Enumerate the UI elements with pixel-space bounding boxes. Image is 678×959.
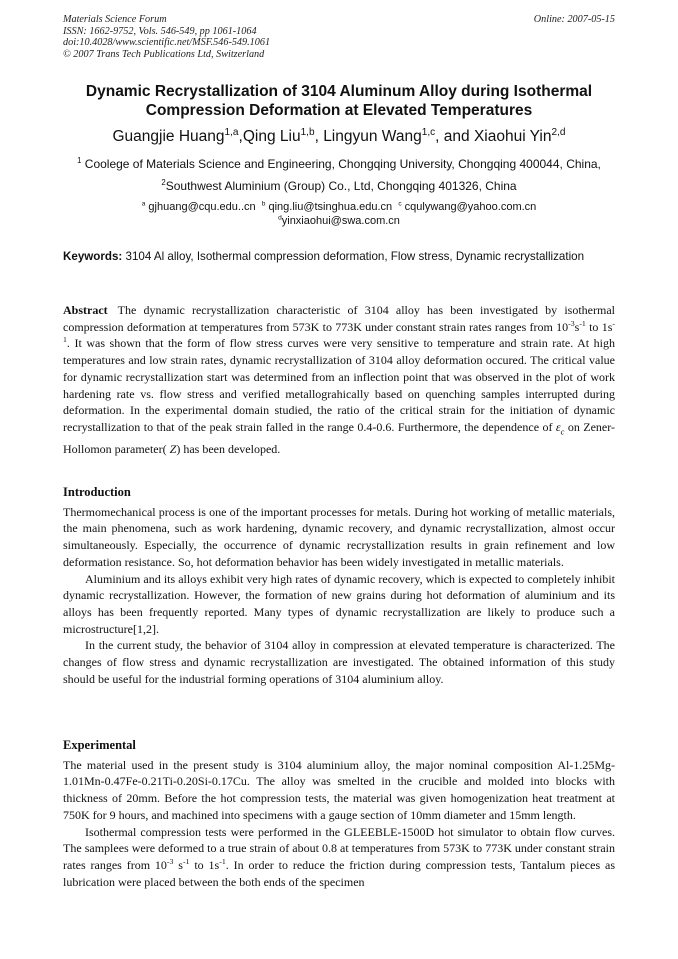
introduction-section (63, 484, 615, 687)
email-key: d (278, 214, 282, 222)
section-heading: Introduction (63, 485, 131, 499)
abstract-text: ) has been developed. (176, 442, 281, 457)
abstract-text: . It was shown that the form of flow stress curves were very sensitive to temperature and strain rate. At high temperatures and low strain rates, dynamic recrystallization of 3104 alloy deformation occured. The critical value for dynamic recrystallization start was determined from an inflection point that was observed in the plot of work hardening rate vs. flow stress and verified metallograhically based on quenching samples interrupted during deformation. In the experimental domain studied, the ratio of the critical strain for the initiation of dynamic recrystallization to that of the peak strain falled in the range 0.4-0.6. Furthermore, the dependence of (63, 336, 615, 434)
author-emails (63, 200, 615, 228)
keywords (63, 250, 615, 265)
email-d[interactable]: yinxiaohui@swa.com.cn (281, 215, 400, 227)
paper-title: Dynamic Recrystallization of 3104 Aluminum Alloy during Isothermal Compression Deformation at Elevated Temperatures (85, 83, 593, 119)
paragraph: Aluminium and its alloys exhibit very high rates of dynamic recovery, which is expected to completely inhibit dynamic recrystallization. However, the formation of new grains during hot deformation of aluminium and its alloys has been frequently reported. Many types of dynamic recrystallization are likely to produce such a microstructure[1,2]. (63, 571, 615, 636)
section-heading: Experimental (63, 738, 136, 752)
abstract-text: to 1s (585, 319, 613, 334)
abstract (63, 302, 615, 458)
exponent: -1 (63, 318, 615, 345)
affil-number: 2 (161, 178, 166, 187)
paragraph-text: Isothermal compression tests were performed in the GLEEBLE-1500D hot simulator to obtain flow curves. The samplees were deformed to a true strain of about 0.8 at temperatures from 573K to 773K under constant strain rates ranges from 10 (63, 824, 615, 872)
abstract-text: The dynamic recrystallization characteristic of 3104 alloy has been investigated by isothermal compression deformation at temperatures from 573K to 773K under constant strain rates ranges from 10 (63, 303, 615, 334)
paragraph-text: . In order to reduce the friction during compression tests, Tantalum pieces as lubrication were placed between the both ends of the specimen (63, 857, 615, 889)
author-list (63, 128, 615, 146)
author-affil-mark: 2,d (551, 126, 566, 138)
author-affil-mark: 1,b (300, 126, 315, 138)
keywords-text: 3104 Al alloy, Isothermal compression deformation, Flow stress, Dynamic recrystallization (122, 250, 585, 263)
author-name: Qing Liu (242, 128, 301, 145)
abstract-label: Abstract (63, 303, 108, 317)
paragraph: The material used in the present study is 3104 aluminium alloy, the major nominal composition Al-1.25Mg-1.01Mn-0.47Fe-0.21Ti-0.20Si-0.17Cu. The alloy was smelted in the crucible and molded into blocks with thickness of 20mm. Before the hot compression tests, the material was given homogenization heat treatment at 750K for 9 hours, and machined into specimens with a gauge section of 10mm diameter and 15mm length. (63, 757, 615, 822)
paragraph (63, 824, 615, 891)
email-key: a (141, 200, 146, 208)
exponent: -1 (219, 856, 226, 866)
affil-text: Southwest Aluminium (Group) Co., Ltd, Chongqing 401326, China (165, 179, 517, 193)
affil-text: Coolege of Materials Science and Engineering, Chongqing University, Chongqing 400044, China, (81, 157, 601, 171)
author-affil-mark: 1,a (224, 126, 239, 138)
email-b[interactable]: qing.liu@tsinghua.edu.cn (265, 201, 393, 213)
paragraph: Thermomechanical process is one of the important processes for metals. During hot working of metallic materials, the main phenomena, such as work hardening, dynamic recovery, and dynamic recrystallization, almost occur simultaneously. Especially, the occurrence of dynamic recrystallization results in grain refinement and low deformation resistance. So, hot deformation behavior has been widely investigated in metallic materials. (63, 504, 615, 569)
epsilon-subscript: c (560, 427, 565, 437)
affil-number: 1 (77, 156, 82, 165)
issn-line: ISSN: 1662-9752, Vols. 546-549, pp 1061-1064 (63, 25, 257, 37)
doi-line: doi:10.4028/www.scientific.net/MSF.546-549.1061 (63, 37, 271, 49)
paragraph-text: to 1s (189, 857, 220, 872)
z-symbol: Z (169, 442, 177, 457)
copyright-line: © 2007 Trans Tech Publications Ltd, Switzerland (63, 48, 265, 60)
affiliation-2 (63, 179, 615, 193)
email-key: b (261, 200, 266, 208)
journal-header (63, 14, 270, 60)
abstract-text: s (574, 319, 580, 334)
author-name: Guangjie Huang (112, 128, 225, 145)
author-name: Lingyun Wang (323, 128, 422, 145)
email-key: c (398, 200, 402, 208)
email-a[interactable]: gjhuang@cqu.edu..cn (145, 201, 256, 213)
author-name: Xiaohui Yin (473, 128, 552, 145)
journal-name: Materials Science Forum (63, 14, 167, 25)
author-separator: , (314, 128, 324, 145)
exponent: -1 (182, 856, 190, 866)
experimental-section (63, 737, 615, 890)
author-separator: , (238, 128, 243, 145)
paragraph-text: s (173, 857, 183, 872)
exponent: -3 (166, 856, 174, 866)
exponent: -3 (568, 318, 575, 328)
author-affil-mark: 1,c (421, 126, 436, 138)
exponent: -1 (579, 318, 586, 328)
paragraph: In the current study, the behavior of 3104 alloy in compression at elevated temperature is characterized. The changes of flow stress and dynamic recrystallization are investigated. The obtained information of this study should be useful for the industrial forming operations of 3104 aluminium alloy. (63, 638, 615, 686)
online-date: Online: 2007-05-15 (533, 14, 615, 25)
keywords-label: Keywords: (63, 250, 123, 263)
epsilon-symbol: ε (555, 419, 561, 434)
email-c[interactable]: cqulywang@yahoo.com.cn (401, 201, 537, 213)
abstract-text: on Zener-Hollomon parameter( (63, 419, 615, 457)
affiliation-1 (63, 157, 615, 171)
author-separator: , and (435, 128, 474, 145)
